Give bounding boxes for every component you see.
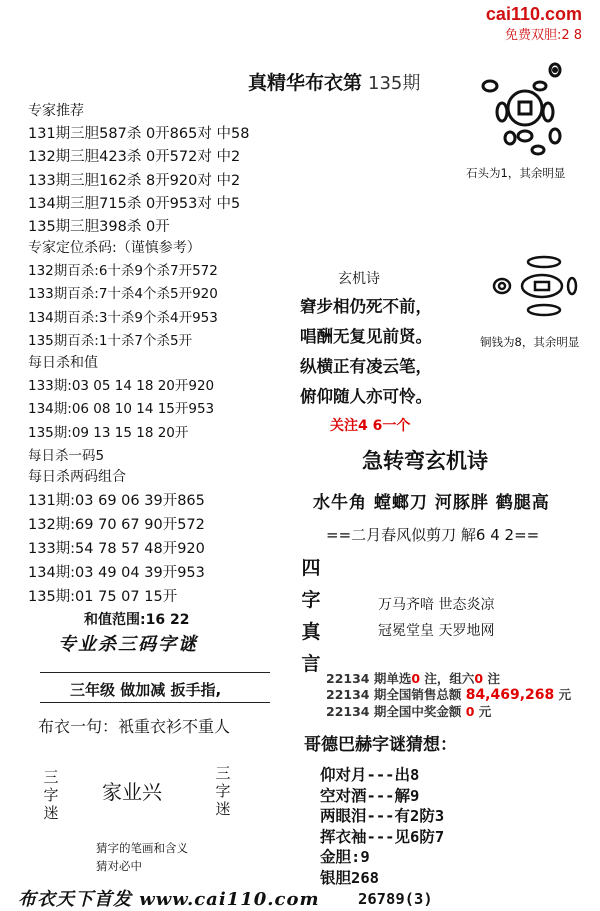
daily-sum-row: 135期:09 13 15 18 20开	[28, 424, 189, 441]
turn-poem-line: 水牛角 螳螂刀 河豚胖 鹤腿高	[313, 493, 550, 513]
four-word-line: 冠冕堂皇 天罗地网	[378, 623, 495, 639]
two-code-row: 131期:03 69 06 39开865	[28, 493, 205, 509]
copper-coin-picture	[484, 244, 580, 324]
grade-riddle: 三年级 做加减 扳手指,	[70, 681, 222, 699]
hint-line-1: 猜字的笔画和含义	[96, 841, 188, 855]
issue-number: 135期	[368, 73, 421, 94]
coin-caption: 铜钱为8，其余明显	[480, 335, 580, 349]
kill-one-code: 每日杀一码5	[28, 447, 105, 464]
guess-row: 空对酒---解9	[320, 786, 420, 805]
guess-row: 两眼泪---有2防3	[320, 807, 445, 826]
pro-kill-title: 专业杀三码字谜	[58, 634, 198, 655]
expert-row: 131期三胆587杀 0开865对 中58	[28, 126, 250, 143]
title-text: 真精华布衣第	[248, 72, 363, 94]
position-kill-row: 134期百杀:3十杀9个杀4开953	[28, 309, 218, 326]
footer-link[interactable]: 布衣天下首发 www.cai110.com	[18, 889, 320, 910]
goldbach-list	[320, 765, 444, 909]
page-title	[248, 68, 420, 95]
two-code-heading: 每日杀两码组合	[28, 469, 126, 485]
expert-row: 133期三胆162杀 8开920对 中2	[28, 172, 241, 189]
goldbach-title: 哥德巴赫字谜猜想：	[304, 735, 457, 755]
guess-row: 银胆268	[320, 868, 379, 887]
draw-sales-line: 22134 期全国销售总额 84,469,268 元	[326, 687, 572, 703]
draw-prize-line: 22134 期全国中奖金额 0 元	[326, 704, 492, 719]
position-kill-row: 132期百杀:6十杀9个杀7开572	[28, 263, 218, 280]
position-kill-section	[28, 237, 218, 353]
coin-picture-icon	[484, 244, 580, 320]
expert-row: 134期三胆715杀 0开953对 中5	[28, 195, 241, 212]
poem-body	[300, 292, 432, 412]
site-name[interactable]: cai110.com	[485, 4, 582, 24]
poem-line: 窘步相仍死不前，	[300, 297, 432, 316]
two-code-row: 133期:54 78 57 48开920	[28, 541, 205, 557]
expert-section	[28, 100, 249, 239]
word-tag-left: 三字迷	[43, 768, 59, 822]
poem-line: 纵横正有凌云笔，	[300, 357, 432, 376]
daily-sum-row: 133期:03 05 14 18 20开920	[28, 378, 215, 395]
expert-heading: 专家推荐	[28, 103, 84, 119]
position-kill-row: 133期百杀:7十杀4个杀5开920	[28, 286, 218, 303]
divider-bottom	[40, 702, 270, 703]
poem-title: 玄机诗	[338, 271, 380, 287]
draw-single-line: 22134 期单选0 注，组六0 注	[326, 671, 500, 686]
stone-coin-picture	[470, 58, 580, 170]
position-kill-row: 135期百杀:1十杀7个杀5开	[28, 332, 193, 349]
sum-range: 和值范围:16 22	[84, 612, 190, 628]
free-pair: 免费双胆:2 8	[504, 28, 582, 43]
expert-row: 135期三胆398杀 0开	[28, 219, 170, 236]
stone-caption: 石头为1，其余明显	[466, 166, 566, 180]
guess-row: 金胆:9	[320, 848, 370, 867]
two-code-row: 134期:03 49 04 39开953	[28, 565, 205, 581]
expert-row: 132期三胆423杀 0开572对 中2	[28, 149, 241, 166]
guess-row: 仰对月---出8	[320, 766, 420, 784]
family-riddle: 家业兴	[102, 780, 162, 804]
daily-sum-heading: 每日杀和值	[28, 355, 98, 371]
two-code-row: 135期:01 75 07 15开	[28, 589, 178, 605]
position-kill-heading: 专家定位杀码:（谨慎参考）	[28, 240, 201, 256]
hint-line-2: 猜对必中	[96, 859, 142, 873]
focus-note: 关注4 6一个	[330, 418, 411, 434]
guess-row: 挥衣袖---见6防7	[320, 827, 445, 846]
stone-picture-icon	[470, 58, 580, 166]
two-code-section	[28, 465, 205, 609]
four-word-line: 万马齐喑 世态炎凉	[378, 597, 495, 613]
divider-top	[40, 672, 270, 673]
spring-riddle: ==二月春风似剪刀 解6 4 2==	[326, 526, 540, 544]
poem-line: 俯仰随人亦可怜。	[300, 387, 432, 406]
four-word-vertical: 四 字 真 言	[301, 557, 321, 675]
one-sentence: 布衣一句：衹重衣衫不重人	[38, 717, 231, 736]
daily-sum-row: 134期:06 08 10 14 15开953	[28, 401, 215, 418]
turn-poem-title: 急转弯玄机诗	[362, 449, 488, 473]
guess-row: 26789(3)	[358, 889, 433, 908]
two-code-row: 132期:69 70 67 90开572	[28, 517, 205, 533]
word-tag-right: 三字迷	[215, 764, 231, 818]
poem-line: 唱酬无复见前贤。	[300, 327, 432, 346]
daily-sum-section	[28, 352, 214, 468]
